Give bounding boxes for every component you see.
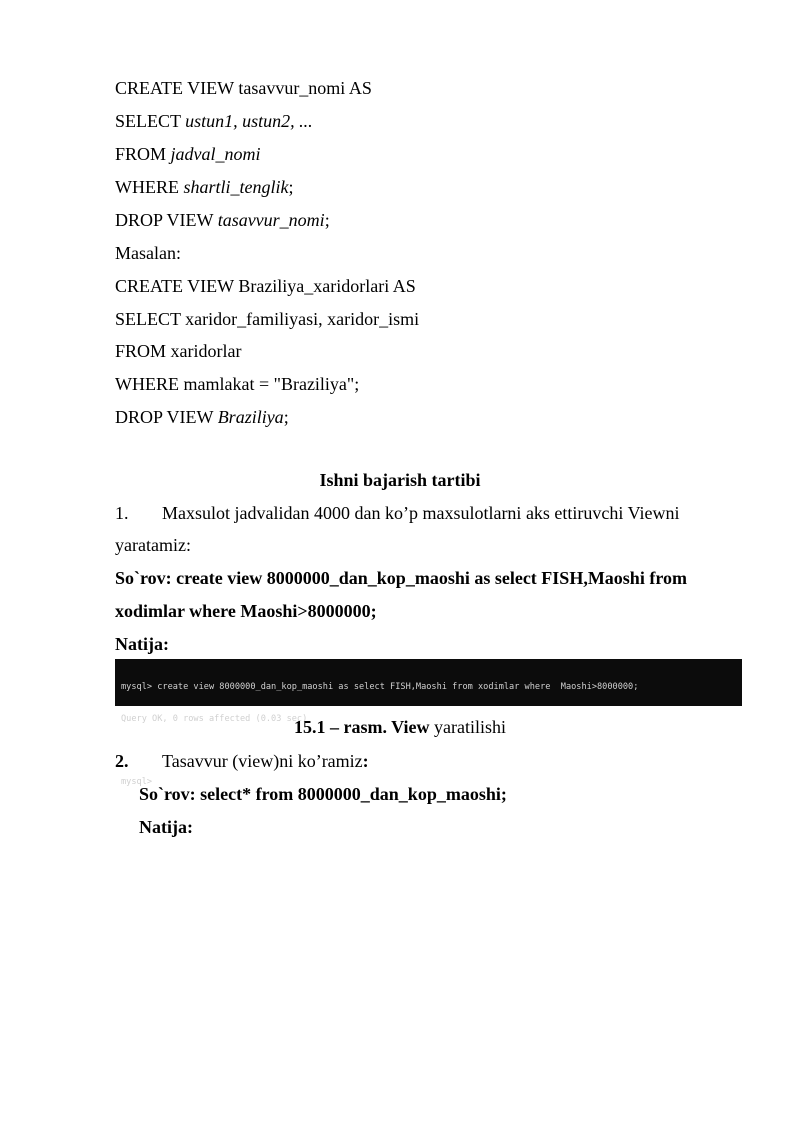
keyword: WHERE bbox=[115, 177, 184, 197]
terminal-line: Query OK, 0 rows affected (0.03 sec) bbox=[121, 713, 308, 724]
step1-query-line2: xodimlar where Maoshi>8000000; bbox=[115, 601, 377, 621]
syntax-line-where bbox=[115, 176, 294, 198]
caption-normal: yaratilishi bbox=[429, 717, 506, 737]
step2-text bbox=[115, 750, 369, 772]
step-number: 2. bbox=[115, 751, 129, 771]
example-line-create: CREATE VIEW Braziliya_xaridorlari AS bbox=[115, 276, 416, 296]
example-line-where: WHERE mamlakat = "Braziliya"; bbox=[115, 374, 360, 394]
step1-text bbox=[115, 502, 680, 524]
colon: : bbox=[362, 751, 369, 771]
placeholder-text: tasavvur_nomi bbox=[217, 210, 325, 230]
syntax-line-from bbox=[115, 143, 261, 165]
figure-caption bbox=[0, 713, 800, 738]
placeholder-text: jadval_nomi bbox=[170, 144, 261, 164]
semicolon: ; bbox=[283, 407, 289, 427]
keyword: DROP VIEW bbox=[115, 407, 218, 427]
step-number: 1. bbox=[115, 503, 129, 523]
step2-query: So`rov: select* from 8000000_dan_kop_maoshi; bbox=[139, 784, 507, 804]
step-description: Tasavvur (view)ni ko’ramiz bbox=[162, 751, 363, 771]
keyword: DROP VIEW bbox=[115, 210, 218, 230]
keyword: FROM bbox=[115, 144, 171, 164]
semicolon: ; bbox=[288, 177, 294, 197]
example-line-select: SELECT xaridor_familiyasi, xaridor_ismi bbox=[115, 309, 420, 329]
step1-query-line1: So`rov: create view 8000000_dan_kop_maoshi as select FISH,Maoshi from bbox=[115, 568, 687, 588]
terminal-line: mysql> create view 8000000_dan_kop_maoshi as select FISH,Maoshi from xodimlar where Maoshi>8000000; bbox=[121, 682, 639, 692]
step1-text-cont: yaratamiz: bbox=[115, 535, 191, 555]
placeholder-text: ustun1, ustun2, ... bbox=[185, 111, 313, 131]
placeholder-text: Braziliya bbox=[217, 407, 284, 427]
step1-result-label: Natija: bbox=[115, 634, 169, 654]
example-line-drop bbox=[115, 406, 289, 428]
terminal-line: mysql> bbox=[121, 776, 153, 787]
section-title: Ishni bajarish tartibi bbox=[319, 470, 481, 490]
step2-result-label: Natija: bbox=[139, 817, 193, 837]
syntax-line-select bbox=[115, 110, 313, 132]
semicolon: ; bbox=[324, 210, 330, 230]
example-line-from: FROM xaridorlar bbox=[115, 341, 242, 361]
step-description: Maxsulot jadvalidan 4000 dan ko’p maxsulotlarni aks ettiruvchi Viewni bbox=[162, 503, 680, 523]
caption-bold: 15.1 – rasm. View bbox=[294, 717, 430, 737]
syntax-line-drop bbox=[115, 209, 330, 231]
syntax-line-create: CREATE VIEW tasavvur_nomi AS bbox=[115, 78, 372, 98]
keyword: SELECT bbox=[115, 111, 186, 131]
example-label: Masalan: bbox=[115, 243, 181, 263]
placeholder-text: shartli_tenglik bbox=[183, 177, 289, 197]
